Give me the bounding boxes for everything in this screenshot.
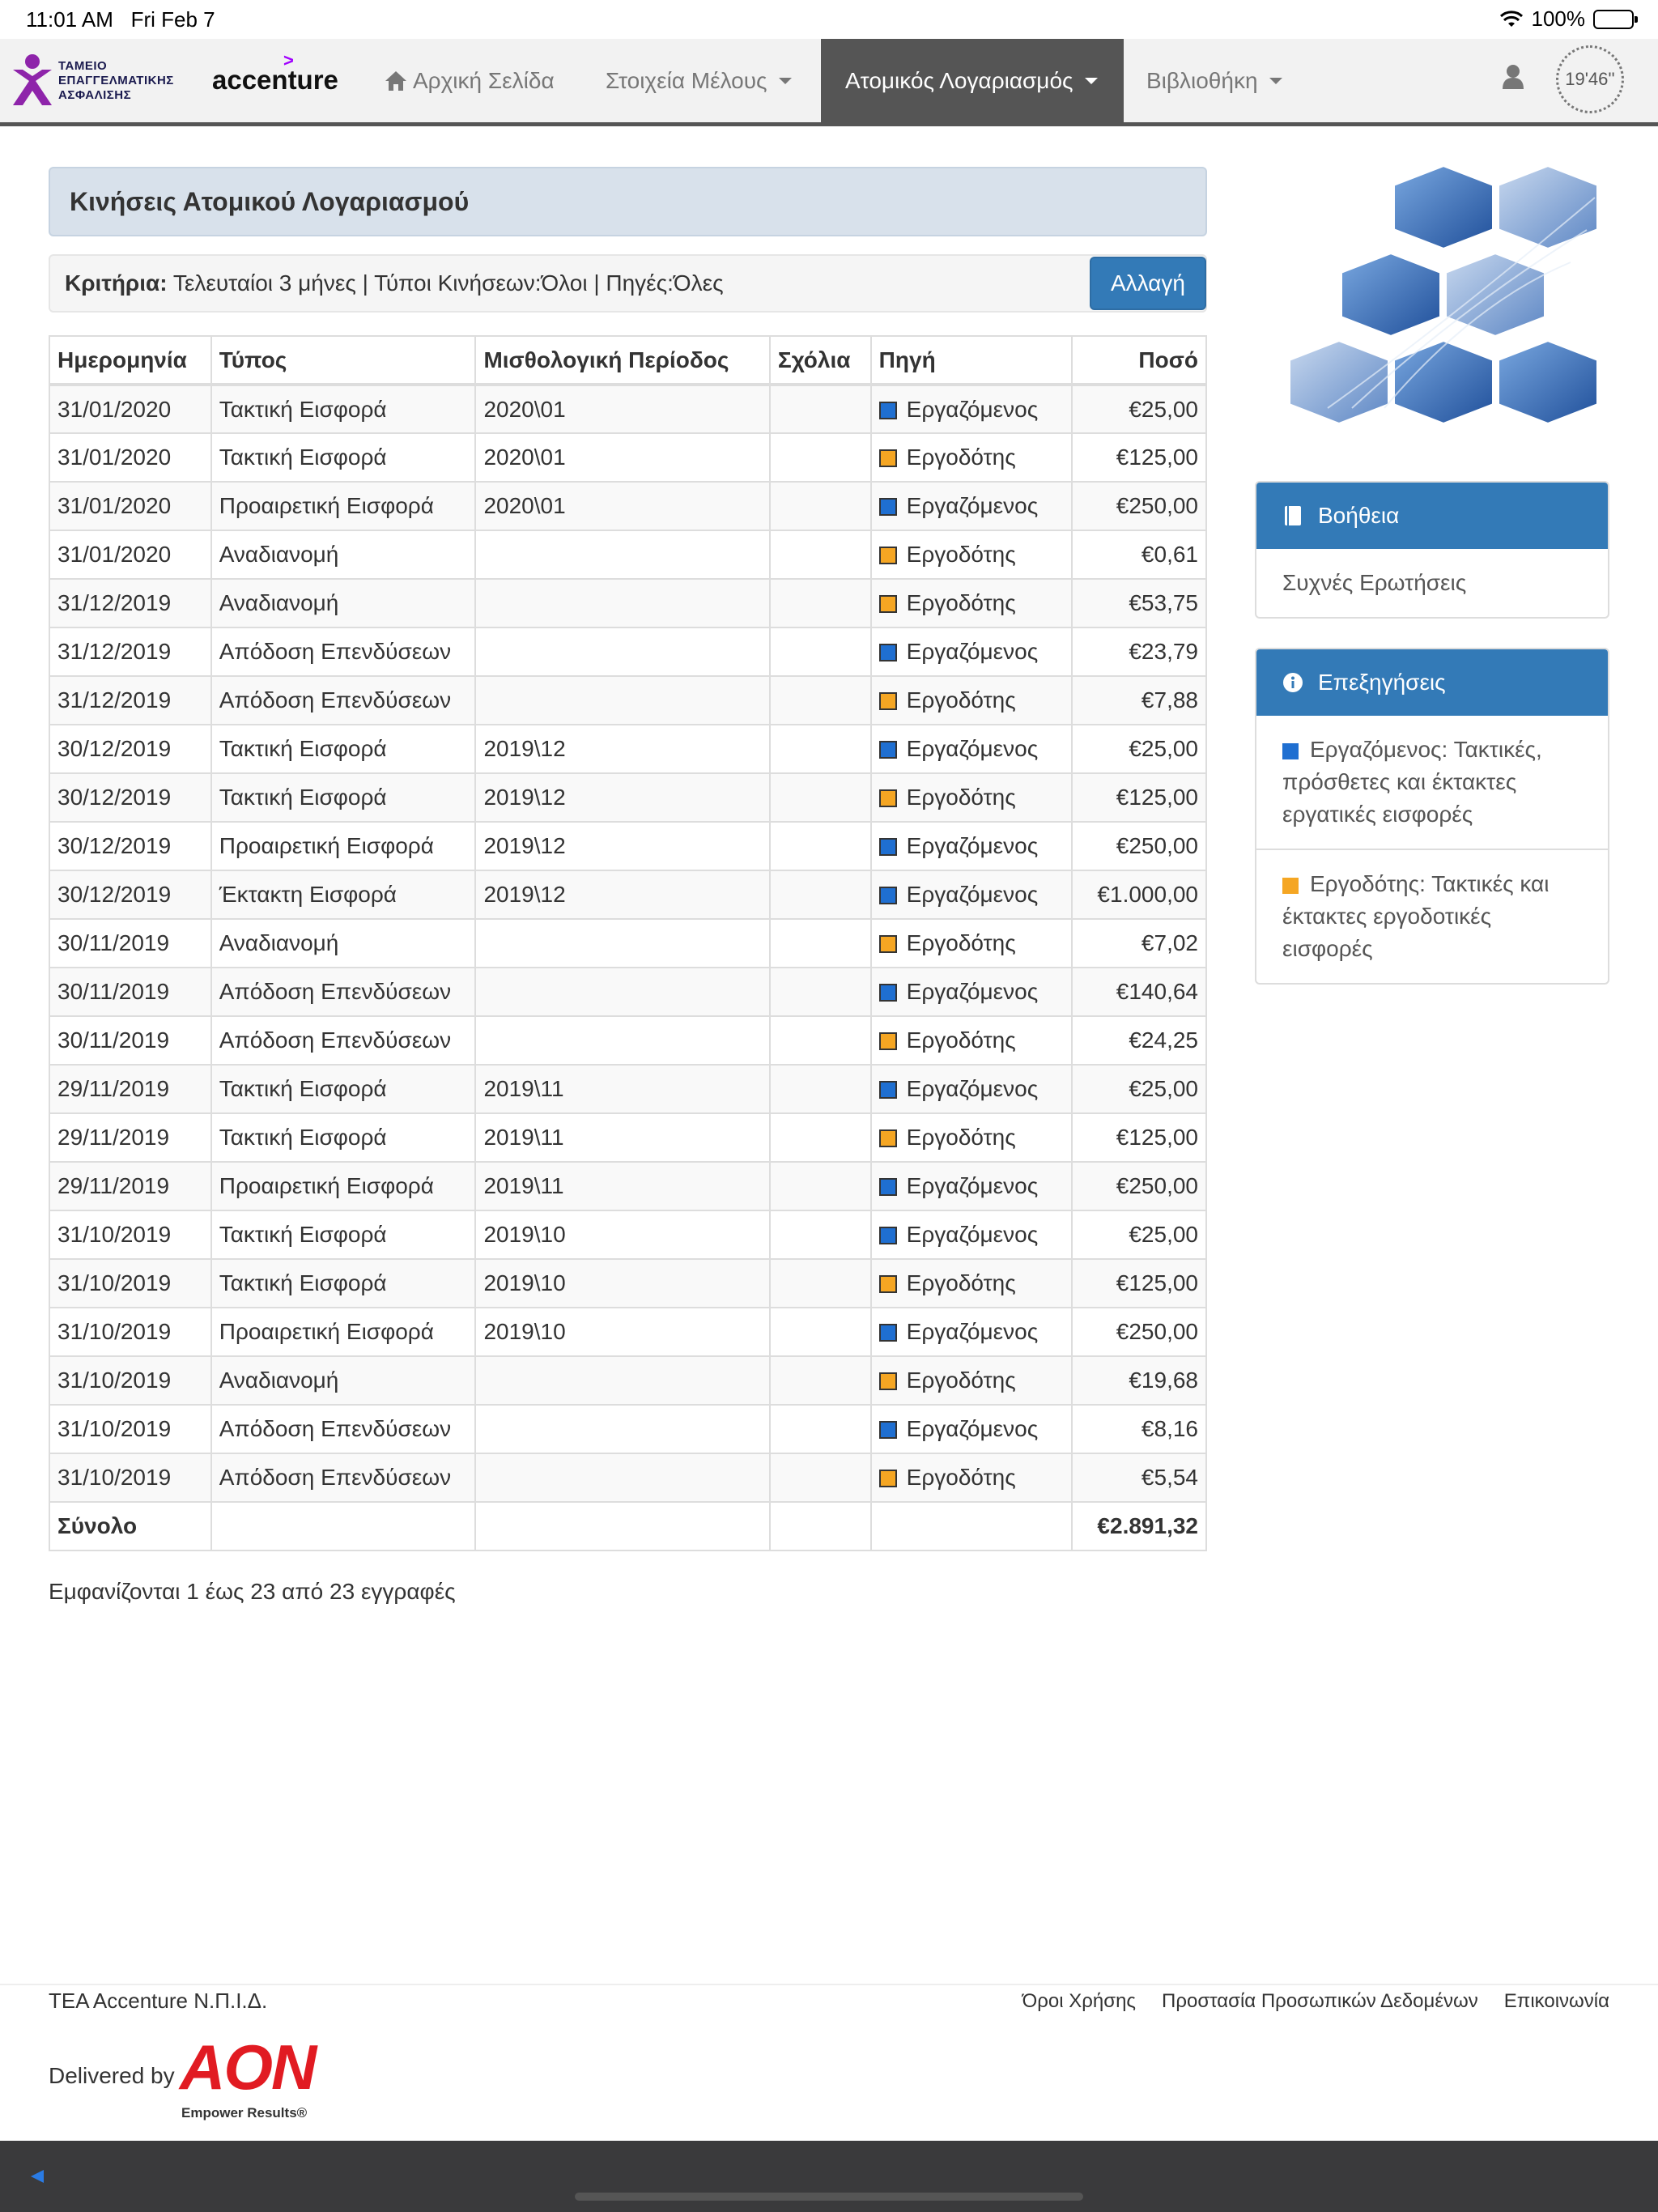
cell-amount: €250,00 xyxy=(1072,1162,1206,1210)
cell-comments xyxy=(770,385,871,433)
table-row xyxy=(49,1016,1206,1065)
cell-amount: €25,00 xyxy=(1072,385,1206,433)
accenture-logo: > accenture xyxy=(212,50,338,95)
cell-amount: €0,61 xyxy=(1072,530,1206,579)
cell-amount: €125,00 xyxy=(1072,773,1206,822)
cell-source xyxy=(871,1016,1073,1065)
page-title: Κινήσεις Ατομικού Λογαριασμού xyxy=(49,167,1207,236)
cell-source xyxy=(871,870,1073,919)
cell-period: 2019\10 xyxy=(475,1259,769,1308)
cell-period: 2020\01 xyxy=(475,482,769,530)
cell-source xyxy=(871,676,1073,725)
cell-period: 2019\11 xyxy=(475,1065,769,1113)
employer-color-swatch xyxy=(879,547,897,564)
cell-date: 30/12/2019 xyxy=(49,773,211,822)
cell-date: 31/01/2020 xyxy=(49,530,211,579)
cell-type: Προαιρετική Εισφορά xyxy=(211,1308,476,1356)
cell-date: 30/12/2019 xyxy=(49,725,211,773)
cell-period: 2019\10 xyxy=(475,1210,769,1259)
table-row xyxy=(49,1162,1206,1210)
source-label: Εργοδότης xyxy=(906,785,1016,810)
cell-type: Απόδοση Επενδύσεων xyxy=(211,627,476,676)
source-label: Εργαζόμενος xyxy=(906,1319,1039,1344)
cell-amount: €8,16 xyxy=(1072,1405,1206,1453)
cell-type: Αναδιανομή xyxy=(211,919,476,968)
source-label: Εργαζόμενος xyxy=(906,1173,1039,1198)
table-row xyxy=(49,1259,1206,1308)
cell-period xyxy=(475,1405,769,1453)
cell-type: Τακτική Εισφορά xyxy=(211,1113,476,1162)
cell-type: Απόδοση Επενδύσεων xyxy=(211,1405,476,1453)
wifi-icon xyxy=(1499,11,1524,28)
source-label: Εργοδότης xyxy=(906,687,1016,713)
cell-date: 30/12/2019 xyxy=(49,822,211,870)
cell-comments xyxy=(770,1162,871,1210)
source-label: Εργοδότης xyxy=(906,930,1016,955)
cell-source xyxy=(871,725,1073,773)
cell-source xyxy=(871,385,1073,433)
footer-org: TEA Accenture Ν.Π.Ι.Δ. xyxy=(49,1989,268,2013)
cell-period: 2019\10 xyxy=(475,1308,769,1356)
records-info: Εμφανίζονται 1 έως 23 από 23 εγγραφές xyxy=(49,1579,456,1604)
browser-bottom-bar xyxy=(0,2141,1658,2212)
employer-color-swatch xyxy=(879,1032,897,1050)
top-navbar xyxy=(0,39,1658,126)
source-label: Εργοδότης xyxy=(906,1270,1016,1295)
cell-date: 31/10/2019 xyxy=(49,1453,211,1502)
cell-source xyxy=(871,433,1073,482)
cell-source xyxy=(871,1453,1073,1502)
cell-amount: €125,00 xyxy=(1072,1259,1206,1308)
source-label: Εργαζόμενος xyxy=(906,1222,1039,1247)
cell-type: Προαιρετική Εισφορά xyxy=(211,1162,476,1210)
employer-color-swatch xyxy=(879,935,897,953)
nav-home[interactable] xyxy=(384,39,555,122)
cell-type: Αναδιανομή xyxy=(211,530,476,579)
footer-link-contact[interactable]: Επικοινωνία xyxy=(1503,1990,1609,2012)
source-label: Εργαζόμενος xyxy=(906,882,1039,907)
source-label: Εργαζόμενος xyxy=(906,979,1039,1004)
session-timer: 19'46'' xyxy=(1556,45,1624,113)
cell-amount: €7,02 xyxy=(1072,919,1206,968)
hexagon-bridge-image xyxy=(1279,165,1603,481)
employee-color-swatch xyxy=(879,1081,897,1099)
cell-comments xyxy=(770,919,871,968)
source-label: Εργοδότης xyxy=(906,1027,1016,1053)
table-row xyxy=(49,1065,1206,1113)
cell-type: Προαιρετική Εισφορά xyxy=(211,822,476,870)
cell-period: 2019\11 xyxy=(475,1162,769,1210)
employee-color-swatch xyxy=(879,402,897,419)
table-row xyxy=(49,676,1206,725)
cell-source xyxy=(871,822,1073,870)
employee-color-swatch xyxy=(879,1421,897,1439)
cell-type: Απόδοση Επενδύσεων xyxy=(211,1016,476,1065)
home-icon xyxy=(384,70,408,92)
employee-color-swatch xyxy=(879,498,897,516)
cell-comments xyxy=(770,725,871,773)
cell-period xyxy=(475,676,769,725)
table-header-row xyxy=(49,336,1206,385)
nav-library-label: Βιβλιοθήκη xyxy=(1146,67,1258,93)
cell-comments xyxy=(770,676,871,725)
table-row xyxy=(49,530,1206,579)
info-icon xyxy=(1282,672,1303,693)
cell-date: 31/12/2019 xyxy=(49,579,211,627)
cell-type: Απόδοση Επενδύσεων xyxy=(211,968,476,1016)
change-criteria-button[interactable]: Αλλαγή xyxy=(1090,257,1206,310)
aon-wordmark: AON xyxy=(180,2031,316,2103)
cell-type: Τακτική Εισφορά xyxy=(211,1259,476,1308)
explain-employer: Εργοδότης: Τακτικές και έκτακτες εργοδοτικές εισφορές xyxy=(1256,849,1608,983)
cell-type: Τακτική Εισφορά xyxy=(211,1210,476,1259)
total-label: Σύνολο xyxy=(49,1502,211,1551)
cell-comments xyxy=(770,1259,871,1308)
table-row xyxy=(49,1356,1206,1405)
table-row xyxy=(49,725,1206,773)
cell-source xyxy=(871,1405,1073,1453)
cell-amount: €25,00 xyxy=(1072,725,1206,773)
employer-color-swatch xyxy=(879,1470,897,1487)
footer-links xyxy=(1022,1990,1609,2013)
cell-source xyxy=(871,1356,1073,1405)
criteria-bar xyxy=(49,254,1207,313)
footer-divider xyxy=(0,1984,1658,1985)
cell-source xyxy=(871,1113,1073,1162)
cell-amount: €250,00 xyxy=(1072,822,1206,870)
cell-comments xyxy=(770,1405,871,1453)
total-row xyxy=(49,1502,1206,1551)
source-label: Εργοδότης xyxy=(906,445,1016,470)
cell-date: 31/12/2019 xyxy=(49,676,211,725)
footer-link-privacy[interactable]: Προστασία Προσωπικών Δεδομένων xyxy=(1161,1990,1478,2012)
aon-logo xyxy=(180,2031,316,2121)
cell-source xyxy=(871,1065,1073,1113)
employer-color-swatch xyxy=(1282,878,1299,894)
cell-type: Έκτακτη Εισφορά xyxy=(211,870,476,919)
cell-date: 31/10/2019 xyxy=(49,1259,211,1308)
table-row xyxy=(49,870,1206,919)
cell-comments xyxy=(770,1210,871,1259)
cell-amount: €25,00 xyxy=(1072,1210,1206,1259)
delivered-by-label: Delivered by xyxy=(49,2063,175,2088)
status-time: 11:01 AM Fri Feb 7 xyxy=(26,7,215,32)
cell-comments xyxy=(770,822,871,870)
cell-source xyxy=(871,1259,1073,1308)
back-arrow-icon[interactable] xyxy=(31,2170,44,2183)
tea-logo[interactable] xyxy=(10,52,174,110)
cell-date: 31/01/2020 xyxy=(49,385,211,433)
cell-period xyxy=(475,1016,769,1065)
cell-date: 31/12/2019 xyxy=(49,627,211,676)
cell-date: 29/11/2019 xyxy=(49,1113,211,1162)
cell-date: 30/12/2019 xyxy=(49,870,211,919)
cell-date: 30/11/2019 xyxy=(49,919,211,968)
nav-account-label: Ατομικός Λογαριασμός xyxy=(845,67,1073,93)
table-row xyxy=(49,1405,1206,1453)
cell-type: Απόδοση Επενδύσεων xyxy=(211,1453,476,1502)
cell-amount: €53,75 xyxy=(1072,579,1206,627)
criteria-label: Κριτήρια: xyxy=(65,270,168,296)
cell-period xyxy=(475,968,769,1016)
cell-amount: €23,79 xyxy=(1072,627,1206,676)
cell-source xyxy=(871,1162,1073,1210)
cell-comments xyxy=(770,1016,871,1065)
cell-date: 30/11/2019 xyxy=(49,968,211,1016)
cell-comments xyxy=(770,1453,871,1502)
nav-account[interactable] xyxy=(821,39,1124,122)
cell-source xyxy=(871,1308,1073,1356)
home-indicator xyxy=(575,2193,1083,2201)
cell-comments xyxy=(770,1356,871,1405)
employee-color-swatch xyxy=(879,1178,897,1196)
cell-date: 29/11/2019 xyxy=(49,1162,211,1210)
cell-period: 2019\11 xyxy=(475,1113,769,1162)
employer-color-swatch xyxy=(879,789,897,807)
cell-amount: €19,68 xyxy=(1072,1356,1206,1405)
column-header-type[interactable]: Τύπος xyxy=(211,336,476,385)
help-panel-title: Βοήθεια xyxy=(1318,503,1400,528)
employee-color-swatch xyxy=(879,984,897,1002)
column-header-source[interactable]: Πηγή xyxy=(871,336,1073,385)
cell-period: 2019\12 xyxy=(475,870,769,919)
table-row xyxy=(49,627,1206,676)
cell-type: Τακτική Εισφορά xyxy=(211,385,476,433)
cell-date: 31/01/2020 xyxy=(49,482,211,530)
transactions-table xyxy=(49,335,1207,1551)
source-label: Εργαζόμενος xyxy=(906,833,1039,858)
column-header-comments[interactable]: Σχόλια xyxy=(770,336,871,385)
help-panel xyxy=(1255,481,1609,619)
cell-amount: €250,00 xyxy=(1072,1308,1206,1356)
chevron-down-icon xyxy=(1085,78,1098,84)
cell-type: Τακτική Εισφορά xyxy=(211,1065,476,1113)
cell-period xyxy=(475,579,769,627)
explain-employee: Εργαζόμενος: Τακτικές, πρόσθετες και έκτακτες εργατικές εισφορές xyxy=(1282,737,1542,827)
cell-date: 30/11/2019 xyxy=(49,1016,211,1065)
cell-comments xyxy=(770,433,871,482)
cell-type: Τακτική Εισφορά xyxy=(211,773,476,822)
user-icon[interactable] xyxy=(1501,63,1525,91)
cell-source xyxy=(871,482,1073,530)
book-icon xyxy=(1282,505,1303,526)
cell-period xyxy=(475,919,769,968)
cell-date: 29/11/2019 xyxy=(49,1065,211,1113)
aon-tagline: Empower Results® xyxy=(181,2105,308,2121)
source-label: Εργαζόμενος xyxy=(906,396,1039,422)
cell-source xyxy=(871,530,1073,579)
explanations-panel-title: Επεξηγήσεις xyxy=(1318,670,1446,695)
table-row xyxy=(49,919,1206,968)
cell-period: 2019\12 xyxy=(475,822,769,870)
cell-period: 2019\12 xyxy=(475,773,769,822)
cell-amount: €25,00 xyxy=(1072,1065,1206,1113)
employer-color-swatch xyxy=(879,1372,897,1390)
source-label: Εργαζόμενος xyxy=(906,493,1039,518)
table-row xyxy=(49,1453,1206,1502)
cell-date: 31/01/2020 xyxy=(49,433,211,482)
help-panel-header xyxy=(1256,483,1608,549)
table-row xyxy=(49,822,1206,870)
cell-period: 2020\01 xyxy=(475,433,769,482)
cell-source xyxy=(871,919,1073,968)
employee-color-swatch xyxy=(879,887,897,904)
nav-home-label: Αρχική Σελίδα xyxy=(413,67,555,93)
explanations-panel-header xyxy=(1256,649,1608,716)
table-row xyxy=(49,482,1206,530)
nav-member[interactable] xyxy=(606,39,792,122)
cell-comments xyxy=(770,530,871,579)
employer-color-swatch xyxy=(879,449,897,467)
source-label: Εργοδότης xyxy=(906,1125,1016,1150)
logo-text: ΤΑΜΕΙΟ ΕΠΑΓΓΕΛΜΑΤΙΚΗΣ ΑΣΦΑΛΙΣΗΣ xyxy=(58,59,174,102)
source-label: Εργοδότης xyxy=(906,1368,1016,1393)
chevron-down-icon xyxy=(1269,78,1282,84)
explanations-panel xyxy=(1255,648,1609,985)
status-right xyxy=(1499,6,1635,32)
cell-period xyxy=(475,530,769,579)
cell-amount: €7,88 xyxy=(1072,676,1206,725)
cell-comments xyxy=(770,773,871,822)
column-header-period[interactable]: Μισθολογική Περίοδος xyxy=(475,336,769,385)
cell-period: 2019\12 xyxy=(475,725,769,773)
source-label: Εργοδότης xyxy=(906,590,1016,615)
footer-link-terms[interactable]: Όροι Χρήσης xyxy=(1022,1990,1136,2012)
cell-comments xyxy=(770,968,871,1016)
status-bar xyxy=(0,0,1658,39)
employee-color-swatch xyxy=(879,1227,897,1244)
total-amount: €2.891,32 xyxy=(1072,1502,1206,1551)
cell-amount: €125,00 xyxy=(1072,1113,1206,1162)
table-row xyxy=(49,433,1206,482)
cell-comments xyxy=(770,1308,871,1356)
cell-source xyxy=(871,627,1073,676)
cell-date: 31/10/2019 xyxy=(49,1210,211,1259)
employee-color-swatch xyxy=(879,644,897,661)
battery-percent: 100% xyxy=(1531,6,1585,31)
cell-amount: €125,00 xyxy=(1072,433,1206,482)
cell-comments xyxy=(770,579,871,627)
employee-color-swatch xyxy=(1282,743,1299,759)
employee-color-swatch xyxy=(879,838,897,856)
source-label: Εργαζόμενος xyxy=(906,1076,1039,1101)
source-label: Εργοδότης xyxy=(906,542,1016,567)
battery-icon xyxy=(1593,10,1634,29)
cell-amount: €250,00 xyxy=(1072,482,1206,530)
cell-type: Απόδοση Επενδύσεων xyxy=(211,676,476,725)
table-row xyxy=(49,1113,1206,1162)
table-row xyxy=(49,773,1206,822)
cell-comments xyxy=(770,870,871,919)
chevron-down-icon xyxy=(779,78,792,84)
cell-source xyxy=(871,1210,1073,1259)
cell-amount: €140,64 xyxy=(1072,968,1206,1016)
cell-amount: €5,54 xyxy=(1072,1453,1206,1502)
cell-period xyxy=(475,1356,769,1405)
cell-amount: €1.000,00 xyxy=(1072,870,1206,919)
employer-color-swatch xyxy=(879,1275,897,1293)
table-row xyxy=(49,385,1206,433)
table-row xyxy=(49,1210,1206,1259)
faq-link[interactable]: Συχνές Ερωτήσεις xyxy=(1282,570,1467,595)
cell-comments xyxy=(770,627,871,676)
cell-source xyxy=(871,579,1073,627)
source-label: Εργαζόμενος xyxy=(906,1416,1039,1441)
cell-period xyxy=(475,1453,769,1502)
employee-color-swatch xyxy=(879,1324,897,1342)
employee-color-swatch xyxy=(879,741,897,759)
table-row xyxy=(49,1308,1206,1356)
cell-type: Προαιρετική Εισφορά xyxy=(211,482,476,530)
table-row xyxy=(49,579,1206,627)
column-header-amount[interactable]: Ποσό xyxy=(1072,336,1206,385)
cell-date: 31/10/2019 xyxy=(49,1356,211,1405)
nav-library[interactable] xyxy=(1146,39,1282,122)
cell-type: Τακτική Εισφορά xyxy=(211,725,476,773)
cell-type: Τακτική Εισφορά xyxy=(211,433,476,482)
cell-source xyxy=(871,773,1073,822)
nav-member-label: Στοιχεία Μέλους xyxy=(606,67,767,93)
cell-type: Αναδιανομή xyxy=(211,579,476,627)
logo-figure-icon xyxy=(10,52,55,110)
employer-color-swatch xyxy=(879,692,897,710)
criteria-text: Τελευταίοι 3 μήνες | Τύποι Κινήσεων:Όλοι | Πηγές:Όλες xyxy=(172,270,724,296)
source-label: Εργαζόμενος xyxy=(906,639,1039,664)
employer-color-swatch xyxy=(879,1129,897,1147)
cell-comments xyxy=(770,1065,871,1113)
cell-date: 31/10/2019 xyxy=(49,1308,211,1356)
cell-amount: €24,25 xyxy=(1072,1016,1206,1065)
cell-type: Αναδιανομή xyxy=(211,1356,476,1405)
source-label: Εργοδότης xyxy=(906,1465,1016,1490)
cell-source xyxy=(871,968,1073,1016)
source-label: Εργαζόμενος xyxy=(906,736,1039,761)
cell-comments xyxy=(770,1113,871,1162)
cell-period xyxy=(475,627,769,676)
table-row xyxy=(49,968,1206,1016)
cell-period: 2020\01 xyxy=(475,385,769,433)
column-header-date[interactable]: Ημερομηνία xyxy=(49,336,211,385)
cell-comments xyxy=(770,482,871,530)
cell-date: 31/10/2019 xyxy=(49,1405,211,1453)
employer-color-swatch xyxy=(879,595,897,613)
